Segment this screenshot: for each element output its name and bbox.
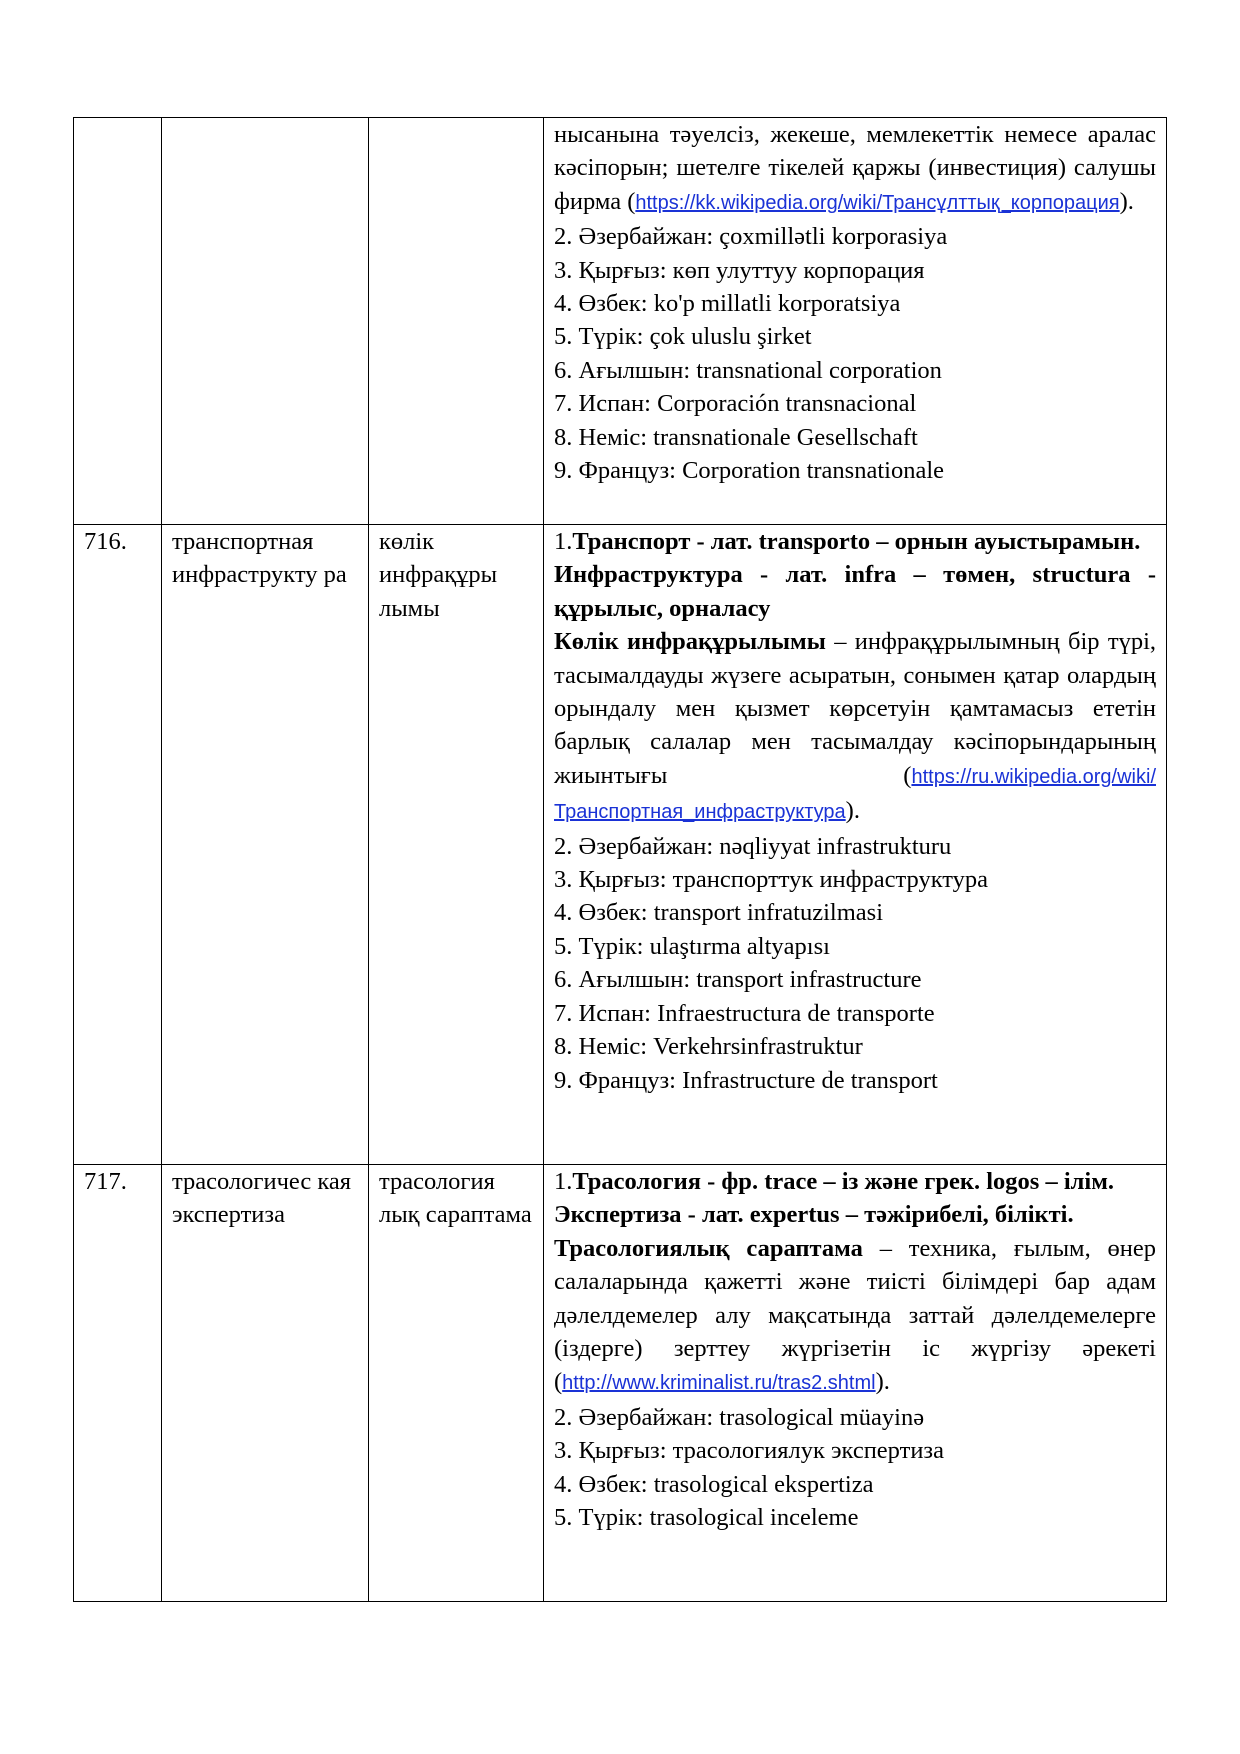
definition-cell [544,525,1167,1165]
definition-paragraph: Трасологиялық сараптама – техника, ғылым, өнер салаларында қажетті және тиісті білімдері бар адам дәлелдемелер алу мақсатында заттай дәлелдемелерге (іздерге) зерттеу жүргізетін іс жүргізу әрекеті (http://www.kriminalist.ru/tras2.shtml). [554,1234,1157,1396]
entry-number: 716. [74,525,162,1165]
table-row [74,525,1167,1165]
translation-line: 2. Әзербайжан: çoxmillətli korporasiya [554,223,948,251]
etymology-line: 1.Транспорт - лат. transporto – орнын ауыстырамын. [554,528,1141,555]
term-russian: транспортная инфраструкту ра [162,525,369,1165]
translation-line: 2. Әзербайжан: nəqliyyat infrastrukturu [554,832,952,860]
term-kazakh: көлік инфрақұры лымы [369,525,544,1165]
glossary-table [73,117,1167,1602]
etymology-line: 1.Трасология - фр. trace – із және грек. logos – ілім. [554,1168,1115,1195]
term-kazakh [369,118,544,525]
translation-line: 3. Қырғыз: көп улуттуу корпорация [554,256,925,284]
translation-line: 5. Түрік: trasological inceleme [554,1504,859,1532]
translation-line: 5. Түрік: çok uluslu şirket [554,323,812,351]
translation-line: 3. Қырғыз: транспорттук инфраструктура [554,866,989,894]
translation-line: 6. Ағылшын: transport infrastructure [554,966,922,994]
table-row [74,1165,1167,1602]
entry-number: 717. [74,1165,162,1602]
translation-line: 4. Өзбек: transport infratuzilmasi [554,899,884,927]
etymology-line: Инфраструктура - лат. infra – төмен, structura - құрылыс, орналасу [554,561,1156,622]
translation-line: 5. Түрік: ulaştırma altyapısı [554,932,830,960]
source-link[interactable]: http://www.kriminalist.ru/tras2.shtml [562,1372,876,1395]
translation-line: 9. Француз: Corporation transnationale [554,457,945,485]
translation-line: 3. Қырғыз: трасологиялук экспертиза [554,1437,944,1465]
translation-line: 4. Өзбек: trasological ekspertiza [554,1470,874,1498]
entry-number [74,118,162,525]
translation-line: 4. Өзбек: ko'p millatli korporatsiya [554,290,901,318]
term-russian: трасологичес кая экспертиза [162,1165,369,1602]
term-russian [162,118,369,525]
translation-line: 9. Француз: Infrastructure de transport [554,1066,938,1094]
term-kazakh: трасология лық сараптама [369,1165,544,1602]
definition-paragraph: Көлік инфрақұрылымы – инфрақұрылымның бір түрі, тасымалдауды жүзеге асыратын, сонымен қатар олардың орындалу мен қызмет көрсетуін қамтамасыз ететін барлық салалар мен тасымалдау кәсіпорындарының жиынтығы (https://ru.wikipedia.org/wiki/Транспортная_инфраструктура). [554,628,1156,825]
etymology-line: Экспертиза - лат. expertus – тәжірибелі, білікті. [554,1201,1074,1229]
source-link[interactable]: https://ru.wikipedia.org/wiki/Транспортная_инфраструктура [554,765,1156,824]
translation-line: 2. Әзербайжан: trasological müayinə [554,1403,925,1431]
source-link[interactable]: https://kk.wikipedia.org/wiki/Трансұлттық_корпорация [635,191,1120,214]
definition-paragraph: нысанына тәуелсіз, жекеше, мемлекеттік немесе аралас кәсіпорын; шетелге тікелей қаржы (инвестиция) салушы фирма (https://kk.wikipedia.org/wiki/Трансұлттық_корпорация). [554,121,1156,215]
translation-line: 8. Неміс: transnationale Gesellschaft [554,423,918,451]
translation-line: 6. Ағылшын: transnational corporation [554,356,942,384]
translation-line: 7. Испан: Infraestructura de transporte [554,999,935,1027]
translation-line: 7. Испан: Corporación transnacional [554,390,917,418]
translation-line: 8. Неміс: Verkehrsinfrastruktur [554,1033,863,1061]
definition-cell [544,1165,1167,1602]
definition-cell [544,118,1167,525]
table-row [74,118,1167,525]
